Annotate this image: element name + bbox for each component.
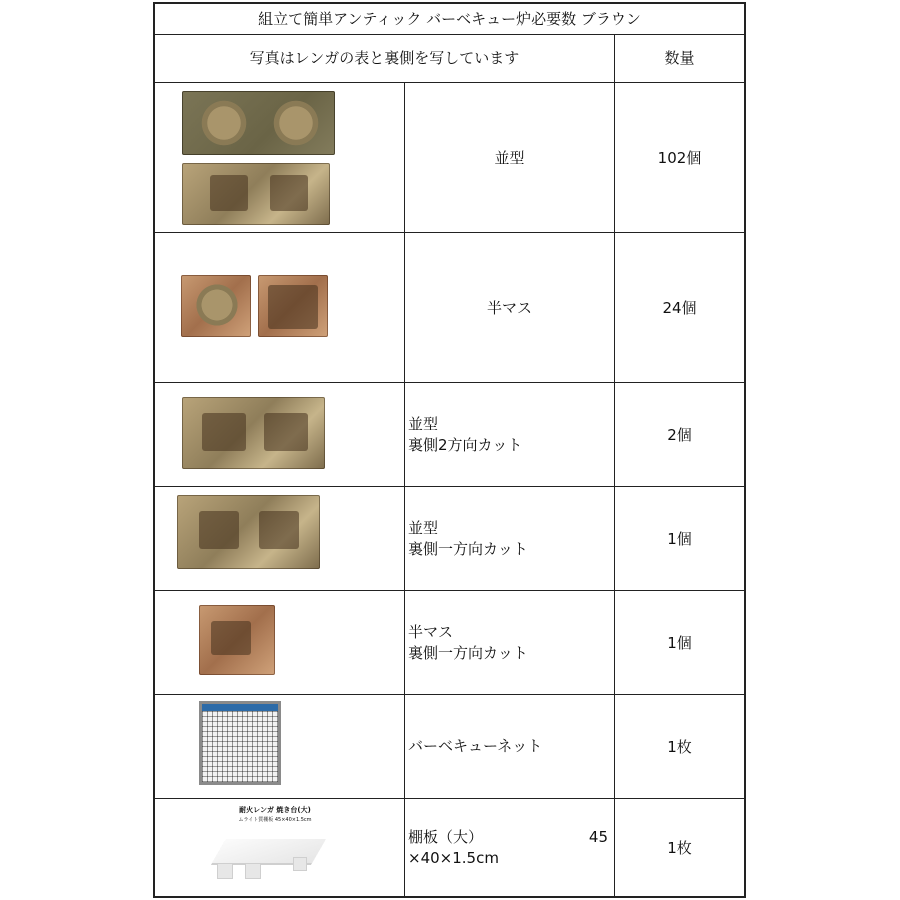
item-name-cell [405,383,615,486]
item-name-line: 並型 [408,414,439,433]
brick-cut-photo [182,397,325,469]
flower-pattern-icon [270,97,322,149]
table-row [155,695,744,799]
table-row [155,487,744,591]
table-row [155,233,744,383]
requirements-table [153,2,746,898]
table-title: 組立て簡単アンティック バーベキュー炉必要数 ブラウン [155,4,744,35]
table-row [155,83,744,233]
item-name-line: 裏側一方向カット [408,539,528,558]
item-name-cell [405,83,615,232]
item-name-line: 半マス [486,299,532,317]
photo-cell [155,383,405,486]
board-support-leg [293,857,307,871]
brick-hollow [202,413,246,451]
item-name-line: バーベキューネット [408,737,543,755]
brick-cut-photo [177,495,320,569]
half-brick-cut-photo [199,605,275,675]
board-support-leg [245,863,261,879]
brick-hollow [264,413,308,451]
header-photo-description: 写真はレンガの表と裏側を写しています [155,34,615,83]
half-brick-front-photo [181,275,251,337]
half-brick-back-photo [258,275,328,337]
item-dimension-width: 45 [588,827,608,846]
net-package-band [202,704,278,711]
brick-hollow [259,511,299,549]
flower-pattern-icon [193,281,241,329]
brick-hollow [211,621,251,655]
brick-back-photo [182,163,330,225]
item-name-line: 裏側2方向カット [408,435,523,454]
item-name-cell [405,799,615,896]
item-name-line: 棚板（大） [408,827,484,846]
item-name-line: 裏側一方向カット [408,643,528,662]
table-row [155,799,744,896]
quantity-cell: 1枚 [667,738,692,756]
item-name-line: 半マス [408,622,454,641]
quantity-cell: 24個 [662,299,697,317]
table-row [155,383,744,487]
photo-cell [155,487,405,590]
item-name-line: 並型 [494,149,525,167]
bbq-net-photo [199,701,281,785]
quantity-cell: 1個 [667,634,692,652]
item-name-line: 並型 [408,518,439,537]
brick-hollow [270,175,308,211]
brick-hollow [268,285,318,329]
board-caption: 耐火レンガ 焼き台(大) [239,806,311,814]
header-quantity: 数量 [615,34,744,83]
shelf-board-photo [212,839,326,863]
photo-cell [155,233,405,382]
quantity-cell: 2個 [667,426,692,444]
brick-hollow [210,175,248,211]
table-row [155,591,744,695]
board-support-leg [217,863,233,879]
flower-pattern-icon [198,97,250,149]
item-name-cell [405,695,615,798]
board-subcaption: ムライト質棚板 45×40×1.5cm [238,817,312,823]
item-name-line: ×40×1.5cm [408,848,499,867]
brick-front-photo [182,91,335,155]
quantity-cell: 102個 [657,149,702,167]
item-name-cell [405,487,615,590]
item-name-cell [405,233,615,382]
quantity-cell: 1個 [667,530,692,548]
brick-hollow [199,511,239,549]
photo-cell [155,591,405,694]
item-name-cell [405,591,615,694]
photo-cell [155,695,405,798]
photo-cell [155,83,405,232]
photo-cell [155,799,405,896]
quantity-cell: 1枚 [667,839,692,857]
